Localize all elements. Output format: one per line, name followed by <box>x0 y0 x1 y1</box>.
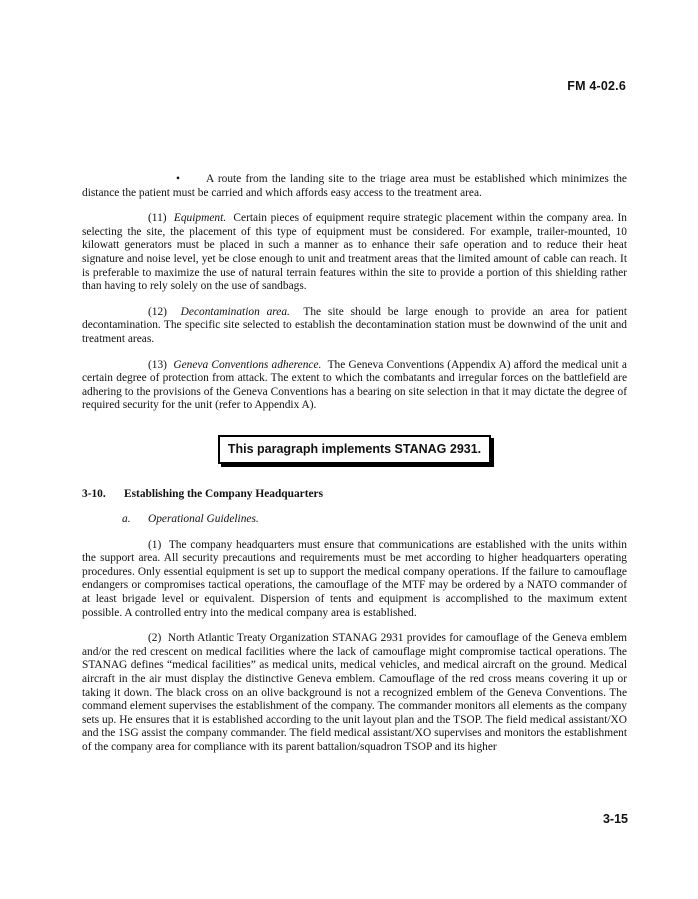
section-heading <box>82 488 627 502</box>
paragraph-11-number: (11) <box>148 212 167 225</box>
paragraph-12-text: The site should be large enough to provide an area for patient decontamination. The specific site selected to establish the decontamination station must be downwind of the unit and treatment areas. <box>82 305 627 345</box>
bullet-text: A route from the landing site to the triage area must be established which minimizes the distance the patient must be carried and which affords easy access to the treatment area. <box>82 173 627 199</box>
stanag-note-wrapper <box>82 435 627 464</box>
paragraph-2-text: North Atlantic Treaty Organization STANAG 2931 provides for camouflage of the Geneva emblem and/or the red crescent on medical facilities where the lack of camouflage might compromise tactical operations. The STANAG defines “medical facilities” as medical units, medical vehicles, and medical aircraft on the ground. Medical aircraft in the air must display the distinctive Geneva emblem. Camouflage of the red cross means covering it up or taking it down. The black cross on an olive background is not a recognized emblem of the Geneva Conventions. The command element supervises the establishment of the company. The commander monitors all elements as the company sets up. He ensures that it is established according to the unit layout plan and the TSOP. The field medical assistant/XO and the 1SG assist the company commander. The field medical assistant/XO supervises and monitors the establishment of the company area for compliance with its parent battalion/squadron TSOP and its higher <box>82 632 627 753</box>
stanag-note-box: This paragraph implements STANAG 2931. <box>218 435 491 464</box>
subsection-letter: a. <box>122 513 131 526</box>
bullet-paragraph <box>82 173 627 200</box>
paragraph-1-text: The company headquarters must ensure that communications are established with the units within the support area. All security precautions and requirements must be met according to higher headquarters operating procedures. Only essential equipment is set up to support the medical company operations. If the failure to camouflage endangers or compromises tactical operations, the camouflage of the MTF may be ordered by a NATO commander of at least brigade level or equivalent. Dispersion of tents and equipment is accomplished to the maximum extent possible. A controlled entry into the medical company area is established. <box>82 538 627 619</box>
section-number: 3-10. <box>82 487 106 500</box>
paragraph-13 <box>82 359 627 413</box>
paragraph-11-text: Certain pieces of equipment require strategic placement within the company area. In selecting the site, the placement of this type of equipment must be considered. For example, trailer-mounted, 10 kilowatt generators must be placed in such a manner as to enhance their safe operation and to reduce their heat signature and noise level, yet be close enough to unit and treatment areas that the limited amount of cable can reach. It is preferable to maximize the use of natural terrain features within the site to provide a portion of this shielding rather than having to rely solely on the use of sandbags. <box>82 212 627 293</box>
subsection-title: Operational Guidelines. <box>148 513 259 526</box>
paragraph-13-text: The Geneva Conventions (Appendix A) afford the medical unit a certain degree of protection from attack. The extent to which the combatants and irregular forces on the battlefield are adhering to the provisions of the Geneva Conventions has a bearing on site selection in that it may dictate the degree of required security for the unit (refer to Appendix A). <box>82 358 627 412</box>
paragraph-13-number: (13) <box>148 358 167 371</box>
paragraph-1 <box>82 539 627 621</box>
page-body <box>82 173 627 767</box>
page-number: 3-15 <box>602 812 628 826</box>
section-title: Establishing the Company Headquarters <box>124 487 324 500</box>
running-header: FM 4-02.6 <box>567 79 626 93</box>
paragraph-11-title: Equipment. <box>173 212 227 225</box>
paragraph-11 <box>82 212 627 294</box>
subsection-heading <box>82 513 627 527</box>
paragraph-2 <box>82 632 627 754</box>
bullet-icon: • <box>176 173 180 185</box>
paragraph-12-title: Decontamination area. <box>180 305 290 318</box>
paragraph-12 <box>82 306 627 347</box>
paragraph-13-title: Geneva Conventions adherence. <box>173 358 322 371</box>
paragraph-1-number: (1) <box>148 538 162 551</box>
paragraph-12-number: (12) <box>148 305 167 318</box>
paragraph-2-number: (2) <box>148 632 162 645</box>
